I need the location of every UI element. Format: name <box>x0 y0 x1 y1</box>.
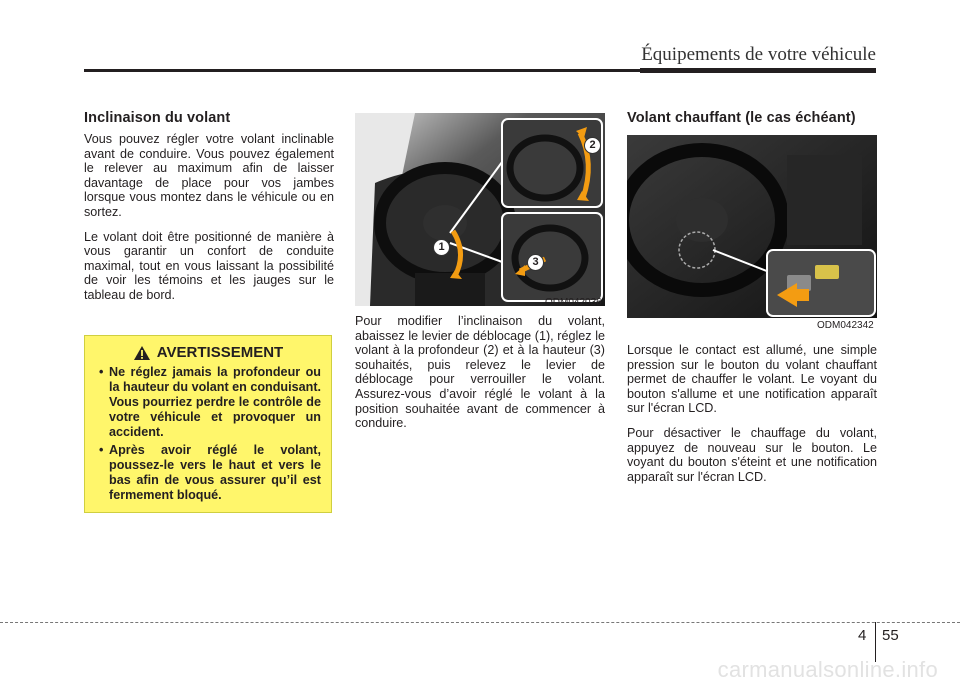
section-title-volant-chauffant: Volant chauffant (le cas échéant) <box>627 110 856 126</box>
column-middle <box>355 314 605 441</box>
steering-tilt-photo <box>355 113 605 306</box>
paragraph: Pour modifier l’inclinaison du volant, abaissez le levier de déblocage (1), réglez le volant à la profondeur (2) et à la hauteur (3) souhaités, puis relevez le levier de déblocage pour verrouiller le volant. Assurez-vous d’avoir réglé le volant à la position souhaitée avant de commencer à conduire. <box>355 314 605 431</box>
warning-item: • Ne réglez jamais la profondeur ou la hauteur du volant en conduisant. Vous pourriez perdre le contrôle de votre véhicule et provoquer un accident. <box>95 365 321 440</box>
warning-triangle-icon <box>133 345 151 361</box>
watermark: carmanualsonline.info <box>717 657 938 682</box>
header-title: Équipements de votre véhicule <box>641 44 876 65</box>
paragraph: Pour désactiver le chauffage du volant, appuyez de nouveau sur le bouton. Le voyant du bouton s'éteint et une notification apparaît sur l'écran LCD. <box>627 425 877 484</box>
page-number: 55 <box>882 627 899 644</box>
callout-1: 1 <box>433 239 450 256</box>
footer-rule <box>0 622 960 624</box>
warning-box <box>84 335 332 513</box>
page-number-separator <box>875 622 876 662</box>
warning-title: AVERTISSEMENT <box>156 344 284 361</box>
header-rule-accent <box>640 68 876 73</box>
column-left <box>84 110 334 313</box>
callout-3: 3 <box>527 254 544 271</box>
section-title-inclinaison: Inclinaison du volant <box>84 110 231 126</box>
figure-caption: ODM042036 <box>545 297 602 308</box>
paragraph: Lorsque le contact est allumé, une simple pression sur le bouton du volant chauffant permet de chauffer le volant. Le voyant du bouton s'allume et une notification apparaît sur l'écran LCD. <box>627 343 877 416</box>
figure-caption: ODM042342 <box>817 320 874 331</box>
callout-2: 2 <box>584 137 601 154</box>
warning-item: • Après avoir réglé le volant, poussez-le vers le haut et vers le bas afin de vous assurer qu’il est fermement bloqué. <box>95 443 321 503</box>
warning-list <box>95 365 321 503</box>
heated-wheel-photo <box>627 135 877 318</box>
column-right-text <box>627 343 877 494</box>
warning-header <box>95 344 321 361</box>
chapter-number: 4 <box>858 627 867 644</box>
paragraph: Le volant doit être positionné de manière à vous garantir un confort de conduite maximal, tout en vous laissant la possibilité de voir les témoins et les jauges sur le tableau de bord. <box>84 229 334 302</box>
column-right <box>627 110 877 132</box>
paragraph: Vous pouvez régler votre volant inclinable avant de conduire. Vous pouvez également le relever au maximum afin de laisser davantage de place pour vos jambes lorsque vous montez dans le véhicule ou en sortez. <box>84 132 334 219</box>
